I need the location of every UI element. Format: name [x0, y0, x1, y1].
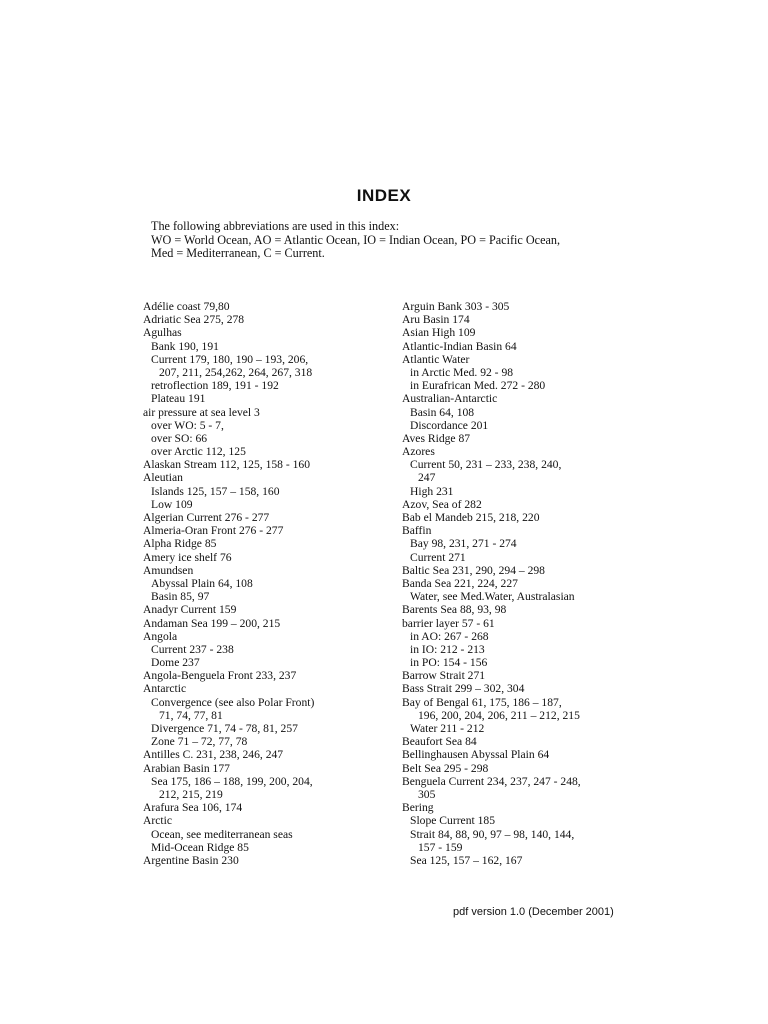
- index-column-right: [402, 300, 652, 867]
- index-entry: Angola-Benguela Front 233, 237: [143, 669, 297, 683]
- index-entry: 305: [418, 787, 436, 801]
- index-column-left: [143, 300, 393, 867]
- index-entry: Water 211 - 212: [410, 722, 485, 735]
- index-entry: Basin 64, 108: [410, 405, 475, 419]
- index-entry: Argentine Basin 230: [143, 853, 239, 867]
- index-entry: Arguin Bank 303 - 305: [402, 300, 510, 313]
- index-entry: Abyssal Plain 64, 108: [151, 576, 253, 590]
- index-entry: Arabian Basin 177: [143, 761, 230, 775]
- index-entry: Almeria-Oran Front 276 - 277: [143, 524, 284, 538]
- index-entry: over SO: 66: [151, 431, 208, 445]
- index-entry: Strait 84, 88, 90, 97 – 98, 140, 144,: [410, 827, 575, 841]
- index-entry: Bass Strait 299 – 302, 304: [402, 682, 525, 696]
- index-entry: Convergence (see also Polar Front): [151, 695, 315, 709]
- index-entry: Azores: [402, 445, 435, 459]
- index-entry: Beaufort Sea 84: [402, 735, 477, 749]
- index-entry: Sea 125, 157 – 162, 167: [410, 853, 523, 867]
- index-entry: Antilles C. 231, 238, 246, 247: [143, 748, 284, 762]
- index-entry: Aves Ridge 87: [402, 431, 471, 445]
- index-entry: Alpha Ridge 85: [143, 537, 217, 551]
- index-entry: Alaskan Stream 112, 125, 158 - 160: [143, 458, 311, 472]
- intro-line: Med = Mediterranean, C = Current.: [151, 246, 325, 261]
- index-entry: Bab el Mandeb 215, 218, 220: [402, 511, 540, 524]
- index-entry: 247: [418, 471, 436, 485]
- index-entry: barrier layer 57 - 61: [402, 616, 495, 630]
- index-entry: 71, 74, 77, 81: [159, 708, 223, 722]
- index-entry: Bank 190, 191: [151, 339, 219, 353]
- index-entry: High 231: [410, 484, 454, 498]
- index-entry: Current 237 - 238: [151, 642, 234, 656]
- index-entry: in PO: 154 - 156: [410, 656, 488, 670]
- index-entry: Bay of Bengal 61, 175, 186 – 187,: [402, 695, 562, 709]
- index-entry: Water, see Med.Water, Australasian: [410, 590, 575, 604]
- index-entry: Mid-Ocean Ridge 85: [151, 840, 249, 854]
- index-entry: Algerian Current 276 - 277: [143, 511, 270, 524]
- index-entry: Dome 237: [151, 656, 200, 670]
- index-entry: Azov, Sea of 282: [402, 497, 482, 511]
- index-entry: Amery ice shelf 76: [143, 550, 232, 564]
- index-entry: Benguela Current 234, 237, 247 - 248,: [402, 774, 581, 788]
- index-entry: Atlantic Water: [402, 352, 470, 366]
- index-entry: air pressure at sea level 3: [143, 405, 260, 419]
- version-footer: pdf version 1.0 (December 2001): [453, 906, 614, 918]
- intro-line: The following abbreviations are used in this index:: [151, 219, 400, 233]
- index-entry: Australian-Antarctic: [402, 392, 498, 406]
- index-entry: Belt Sea 295 - 298: [402, 761, 489, 775]
- index-entry: Asian High 109: [402, 326, 476, 340]
- index-entry: Slope Current 185: [410, 814, 496, 828]
- index-entry: Discordance 201: [410, 418, 489, 432]
- index-entry: Bay 98, 231, 271 - 274: [410, 537, 517, 551]
- index-entry: Barents Sea 88, 93, 98: [402, 603, 507, 617]
- index-entry: Bering: [402, 801, 434, 815]
- index-entry: Baltic Sea 231, 290, 294 – 298: [402, 563, 545, 577]
- index-entry: Agulhas: [143, 326, 182, 340]
- index-entry: Current 179, 180, 190 – 193, 206,: [151, 352, 309, 366]
- index-entry: Andaman Sea 199 – 200, 215: [143, 616, 281, 630]
- index-entry: retroflection 189, 191 - 192: [151, 379, 279, 393]
- index-entry: Banda Sea 221, 224, 227: [402, 576, 518, 590]
- index-entry: Bellinghausen Abyssal Plain 64: [402, 748, 550, 762]
- intro-line: WO = World Ocean, AO = Atlantic Ocean, IO = Indian Ocean, PO = Pacific Ocean,: [151, 232, 561, 247]
- index-entry: Atlantic-Indian Basin 64: [402, 339, 517, 353]
- index-entry: Arctic: [143, 814, 172, 828]
- index-entry: Basin 85, 97: [151, 590, 210, 604]
- index-entry: Adélie coast 79,80: [143, 300, 230, 313]
- index-entry: Divergence 71, 74 - 78, 81, 257: [151, 722, 298, 735]
- page-title: INDEX: [356, 186, 412, 205]
- index-entry: Aleutian: [143, 471, 183, 485]
- index-entry: Aru Basin 174: [402, 313, 470, 327]
- index-entry: 157 - 159: [418, 840, 463, 854]
- index-entry: in Arctic Med. 92 - 98: [410, 365, 514, 379]
- abbreviations-intro: [151, 220, 671, 261]
- index-entry: over Arctic 112, 125: [151, 445, 246, 459]
- index-entry: Current 50, 231 – 233, 238, 240,: [410, 458, 562, 472]
- index-entry: Sea 175, 186 – 188, 199, 200, 204,: [151, 774, 313, 788]
- index-entry: Current 271: [410, 550, 466, 564]
- index-entry: Anadyr Current 159: [143, 603, 237, 617]
- index-entry: over WO: 5 - 7,: [151, 418, 224, 432]
- index-entry: 212, 215, 219: [159, 787, 223, 801]
- index-entry: in AO: 267 - 268: [410, 629, 489, 643]
- index-entry: Plateau 191: [151, 392, 206, 406]
- index-entry: Low 109: [151, 497, 193, 511]
- index-entry: 207, 211, 254,262, 264, 267, 318: [159, 365, 313, 379]
- index-entry: Islands 125, 157 – 158, 160: [151, 484, 280, 498]
- index-entry: 196, 200, 204, 206, 211 – 212, 215: [418, 708, 580, 722]
- index-entry: Barrow Strait 271: [402, 669, 486, 683]
- index-entry: Angola: [143, 629, 178, 643]
- index-entry: Antarctic: [143, 682, 187, 696]
- index-entry: in Eurafrican Med. 272 - 280: [410, 379, 546, 393]
- index-entry: Ocean, see mediterranean seas: [151, 827, 293, 841]
- index-entry: Amundsen: [143, 563, 194, 577]
- index-entry: Baffin: [402, 524, 432, 538]
- index-entry: Arafura Sea 106, 174: [143, 801, 243, 815]
- index-entry: Zone 71 – 72, 77, 78: [151, 735, 248, 749]
- index-entry: in IO: 212 - 213: [410, 642, 485, 656]
- index-entry: Adriatic Sea 275, 278: [143, 313, 245, 327]
